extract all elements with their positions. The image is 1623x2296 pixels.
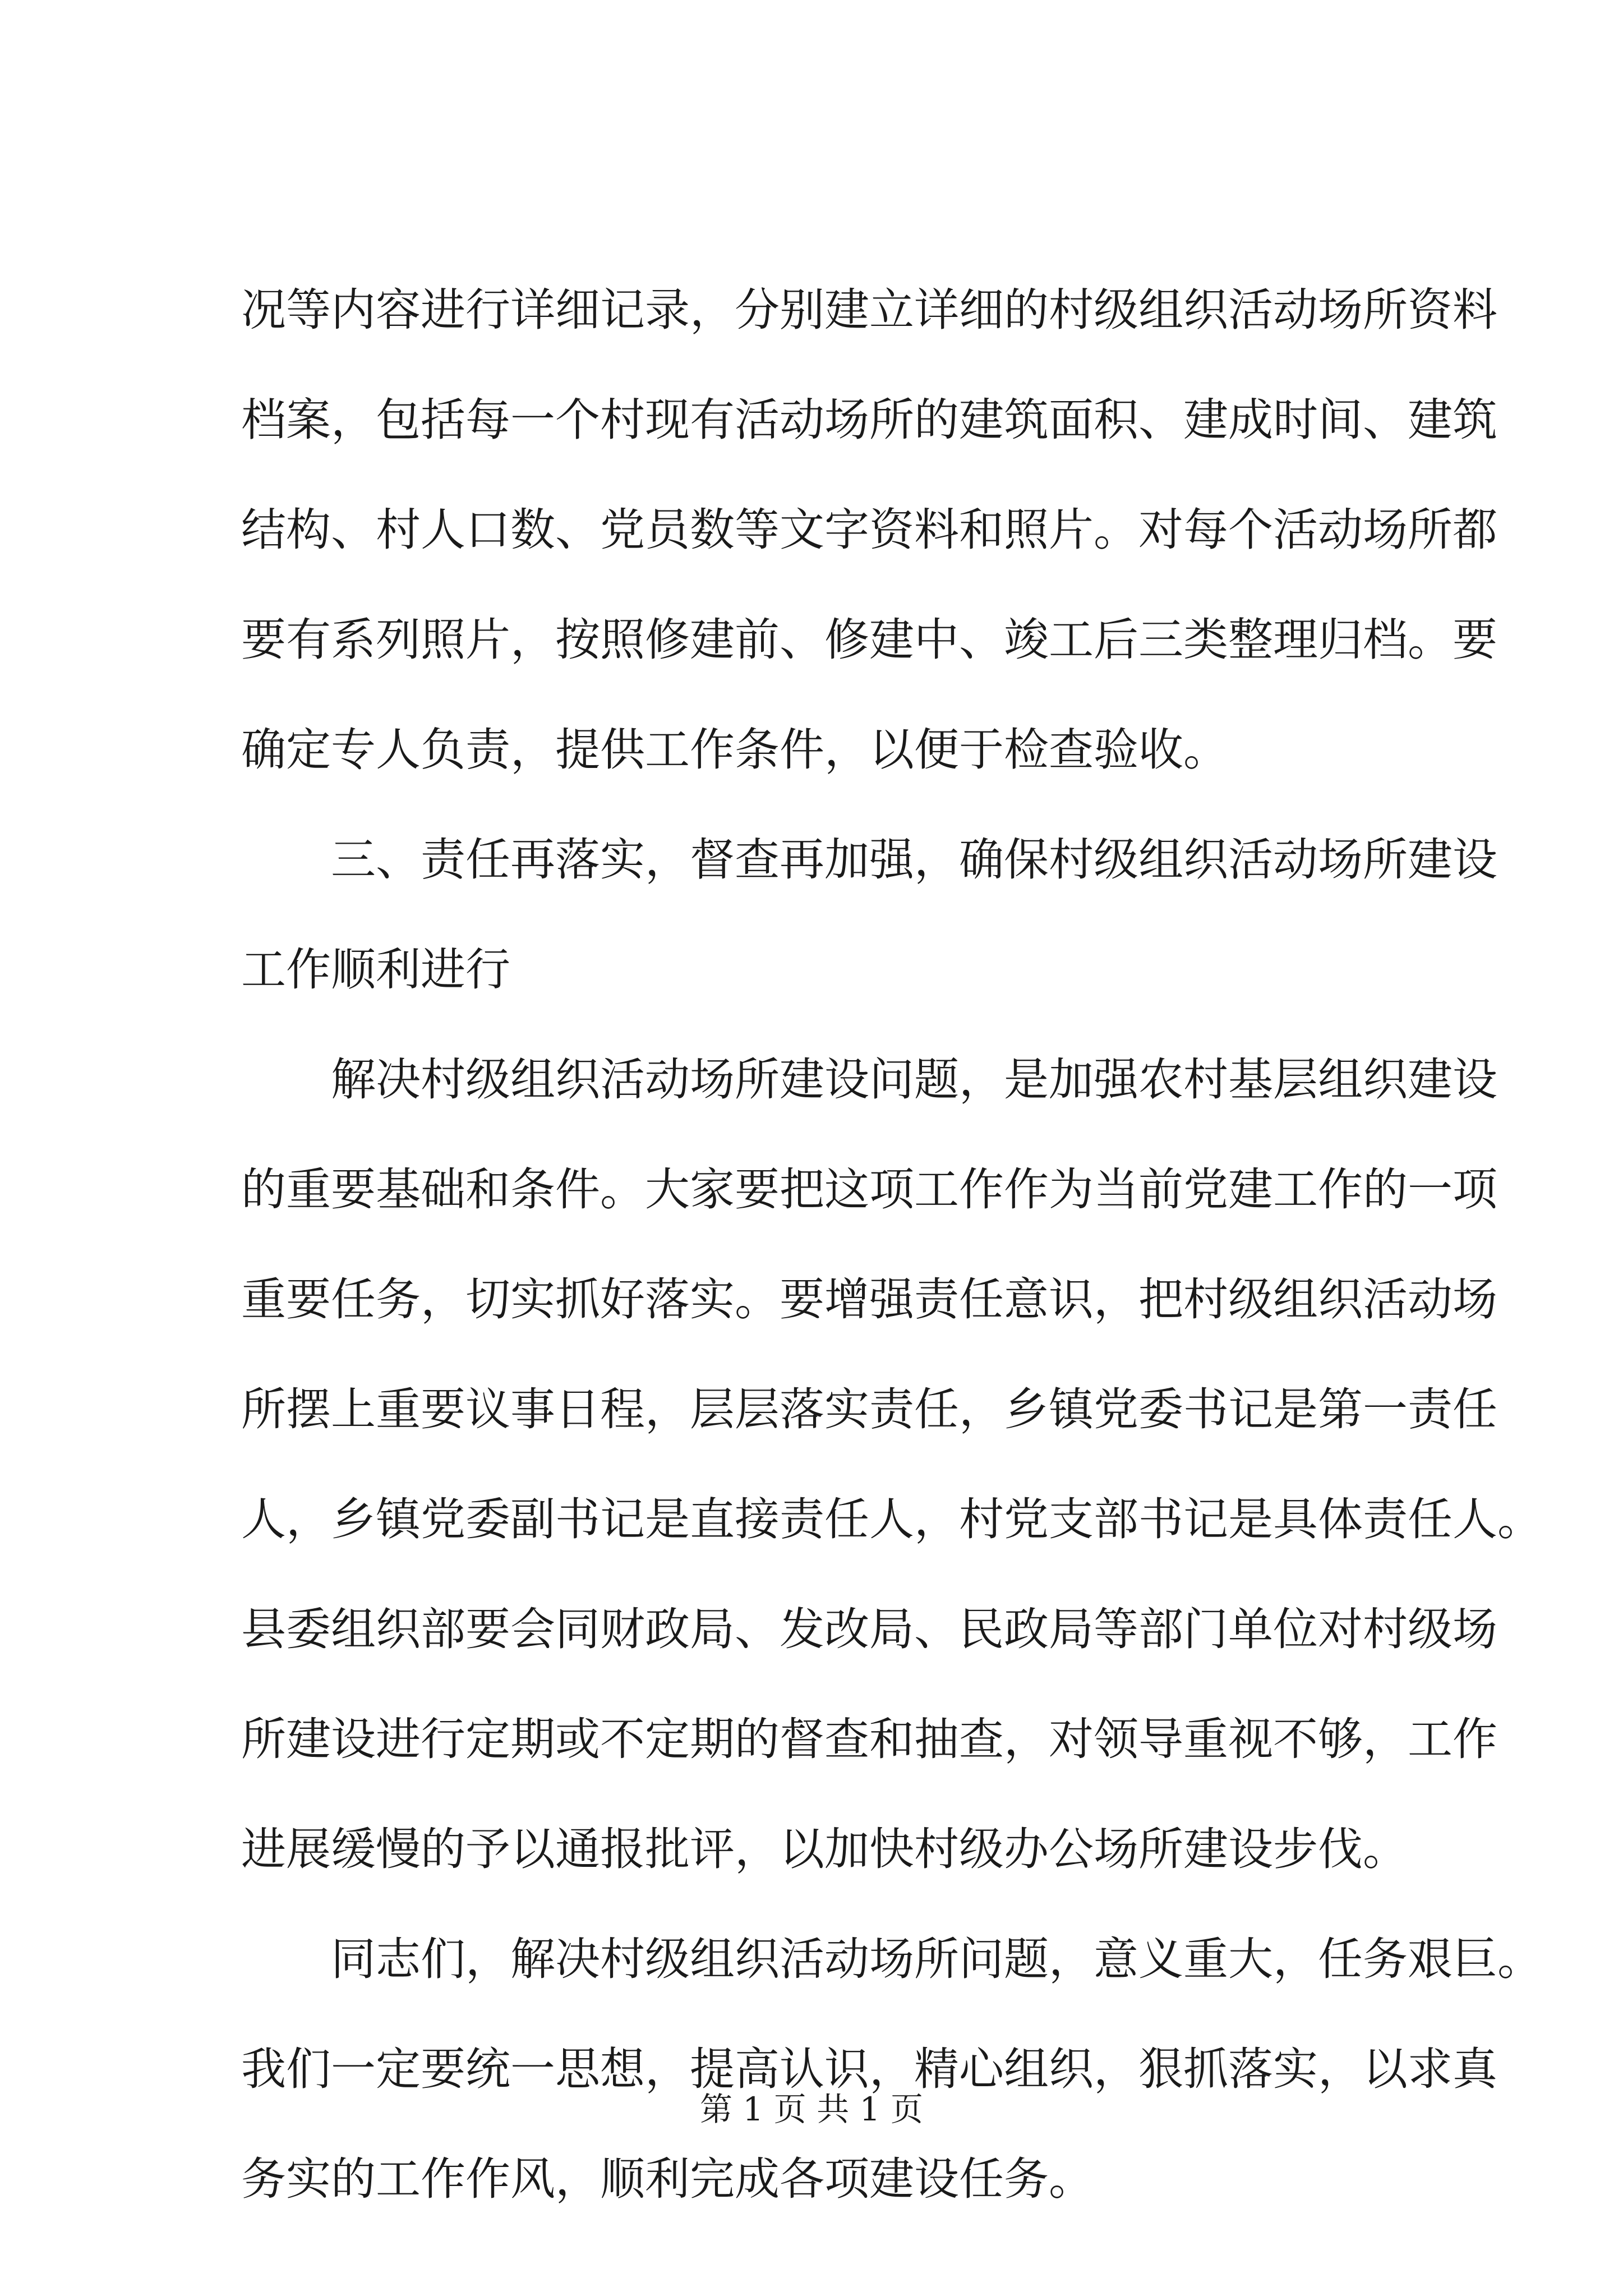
text-line: 解决村级组织活动场所建设问题，是加强农村基层组织建设	[331, 1053, 1497, 1106]
text-line: 所建设进行定期或不定期的督查和抽查，对领导重视不够，工作	[241, 1713, 1497, 1765]
document-body	[241, 255, 1542, 2234]
text-line: 进展缓慢的予以通报批评，以加快村级办公场所建设步伐。	[241, 1823, 1408, 1875]
section-heading-line: 三、责任再落实，督查再加强，确保村级组织活动场所建设	[331, 834, 1497, 886]
page-number-label: 第 1 页 共 1 页	[700, 2090, 923, 2128]
section-heading-line: 工作顺利进行	[241, 944, 510, 996]
text-line: 同志们，解决村级组织活动场所问题，意义重大，任务艰巨。	[331, 1933, 1542, 1985]
page-footer	[0, 2087, 1623, 2132]
text-line: 务实的工作作风，顺利完成各项建设任务。	[241, 2153, 1094, 2205]
text-line: 人，乡镇党委副书记是直接责任人，村党支部书记是具体责任人。	[241, 1493, 1542, 1545]
text-line: 重要任务，切实抓好落实。要增强责任意识，把村级组织活动场	[241, 1273, 1497, 1326]
text-line: 确定专人负责，提供工作条件，以便于检查验收。	[241, 724, 1228, 776]
text-line: 要有系列照片，按照修建前、修建中、竣工后三类整理归档。要	[241, 614, 1497, 666]
text-line: 县委组织部要会同财政局、发改局、民政局等部门单位对村级场	[241, 1603, 1497, 1655]
text-line: 所摆上重要议事日程，层层落实责任，乡镇党委书记是第一责任	[241, 1383, 1497, 1435]
text-line: 档案，包括每一个村现有活动场所的建筑面积、建成时间、建筑	[241, 394, 1497, 446]
text-line: 况等内容进行详细记录，分别建立详细的村级组织活动场所资料	[241, 284, 1497, 336]
text-line: 结构、村人口数、党员数等文字资料和照片。对每个活动场所都	[241, 504, 1497, 556]
text-line: 的重要基础和条件。大家要把这项工作作为当前党建工作的一项	[241, 1163, 1497, 1216]
text-line: 我们一定要统一思想，提高认识，精心组织，狠抓落实，以求真	[241, 2043, 1497, 2095]
